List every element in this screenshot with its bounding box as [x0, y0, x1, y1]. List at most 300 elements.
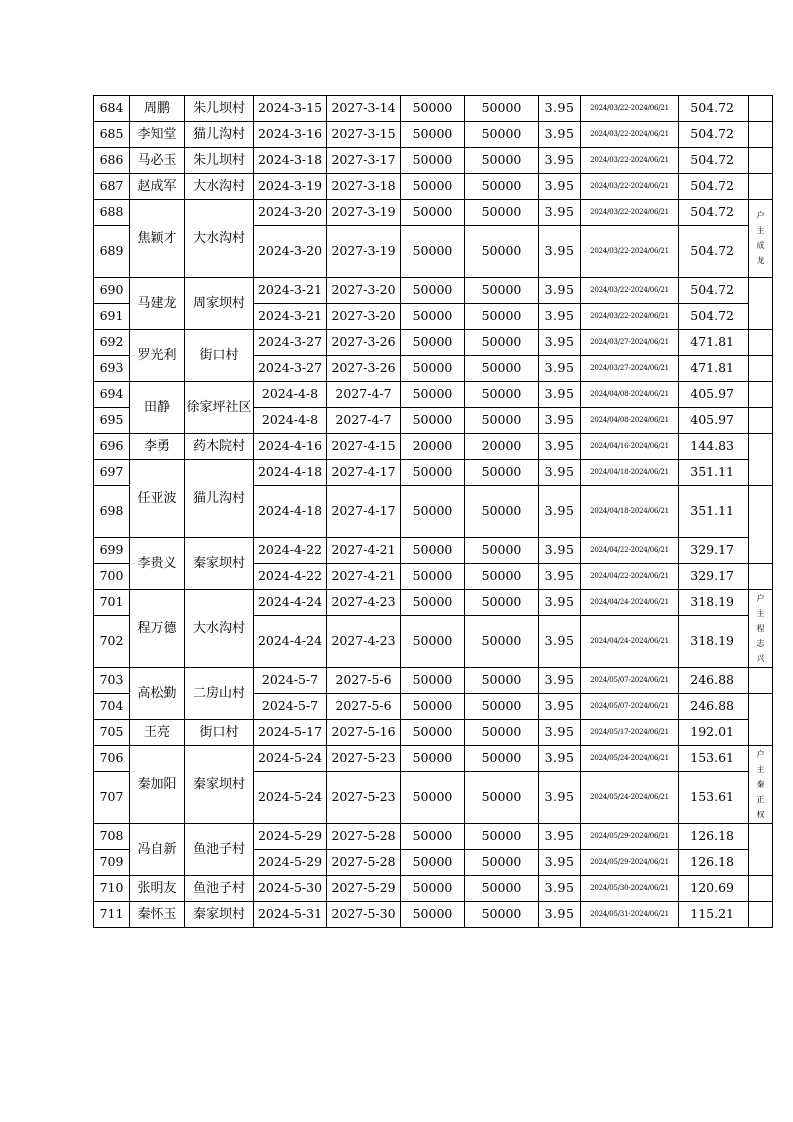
- loan-end-date: 2027-3-18: [327, 174, 401, 200]
- interest-period: 2024/04/24-2024/06/21: [581, 590, 679, 616]
- interest-period: 2024/03/22-2024/06/21: [581, 200, 679, 226]
- village-name: 猫儿沟村: [185, 122, 254, 148]
- loan-amount: 50000: [401, 226, 465, 278]
- interest-base-amount: 20000: [465, 434, 539, 460]
- remark-char: 龙: [756, 256, 765, 265]
- loan-end-date: 2027-3-20: [327, 278, 401, 304]
- interest-rate: 3.95: [539, 226, 581, 278]
- loan-start-date: 2024-5-31: [254, 902, 327, 928]
- loan-end-date: 2027-4-17: [327, 460, 401, 486]
- remark-cell: [749, 746, 773, 824]
- loan-start-date: 2024-5-29: [254, 850, 327, 876]
- loan-start-date: 2024-4-22: [254, 564, 327, 590]
- interest-base-amount: 50000: [465, 356, 539, 382]
- loan-interest-table: [93, 95, 773, 928]
- loan-end-date: 2027-3-26: [327, 330, 401, 356]
- table-row: [94, 122, 773, 148]
- loan-amount: 50000: [401, 174, 465, 200]
- interest-period: 2024/05/29-2024/06/21: [581, 850, 679, 876]
- borrower-name: 马建龙: [130, 278, 185, 330]
- row-number: 689: [94, 226, 130, 278]
- interest-value: 153.61: [679, 772, 749, 824]
- interest-base-amount: 50000: [465, 616, 539, 668]
- table-row: [94, 902, 773, 928]
- borrower-name: 罗光利: [130, 330, 185, 382]
- borrower-name: 程万德: [130, 590, 185, 668]
- interest-base-amount: 50000: [465, 408, 539, 434]
- interest-base-amount: 50000: [465, 278, 539, 304]
- remark-cell: [749, 148, 773, 174]
- interest-period: 2024/05/24-2024/06/21: [581, 772, 679, 824]
- interest-period: 2024/05/29-2024/06/21: [581, 824, 679, 850]
- loan-amount: 50000: [401, 356, 465, 382]
- interest-rate: 3.95: [539, 850, 581, 876]
- row-number: 691: [94, 304, 130, 330]
- table-row: [94, 746, 773, 772]
- row-number: 707: [94, 772, 130, 824]
- remark-cell: [749, 330, 773, 356]
- loan-amount: 50000: [401, 486, 465, 538]
- table-row: [94, 382, 773, 408]
- interest-rate: 3.95: [539, 876, 581, 902]
- interest-rate: 3.95: [539, 148, 581, 174]
- village-name: 秦家坝村: [185, 538, 254, 590]
- interest-period: 2024/05/30-2024/06/21: [581, 876, 679, 902]
- loan-start-date: 2024-4-8: [254, 382, 327, 408]
- row-number: 690: [94, 278, 130, 304]
- interest-period: 2024/04/08-2024/06/21: [581, 382, 679, 408]
- interest-value: 115.21: [679, 902, 749, 928]
- remark-char: 主: [756, 226, 765, 235]
- loan-end-date: 2027-4-17: [327, 486, 401, 538]
- interest-value: 318.19: [679, 590, 749, 616]
- loan-table-sheet: [93, 95, 773, 928]
- borrower-name: 秦怀玉: [130, 902, 185, 928]
- loan-amount: 20000: [401, 434, 465, 460]
- loan-end-date: 2027-4-7: [327, 382, 401, 408]
- row-number: 692: [94, 330, 130, 356]
- village-name: 猫儿沟村: [185, 460, 254, 538]
- interest-base-amount: 50000: [465, 902, 539, 928]
- remark-cell: [749, 434, 773, 486]
- interest-value: 504.72: [679, 304, 749, 330]
- interest-rate: 3.95: [539, 538, 581, 564]
- interest-value: 318.19: [679, 616, 749, 668]
- interest-period: 2024/05/31-2024/06/21: [581, 902, 679, 928]
- interest-value: 504.72: [679, 148, 749, 174]
- interest-value: 246.88: [679, 694, 749, 720]
- loan-start-date: 2024-5-17: [254, 720, 327, 746]
- loan-amount: 50000: [401, 96, 465, 122]
- interest-rate: 3.95: [539, 460, 581, 486]
- loan-start-date: 2024-3-27: [254, 330, 327, 356]
- interest-base-amount: 50000: [465, 772, 539, 824]
- loan-end-date: 2027-5-28: [327, 850, 401, 876]
- loan-end-date: 2027-4-23: [327, 616, 401, 668]
- interest-rate: 3.95: [539, 616, 581, 668]
- borrower-name: 李贵义: [130, 538, 185, 590]
- row-number: 686: [94, 148, 130, 174]
- loan-start-date: 2024-5-7: [254, 668, 327, 694]
- interest-period: 2024/04/08-2024/06/21: [581, 408, 679, 434]
- loan-amount: 50000: [401, 382, 465, 408]
- loan-amount: 50000: [401, 564, 465, 590]
- loan-start-date: 2024-3-27: [254, 356, 327, 382]
- interest-base-amount: 50000: [465, 330, 539, 356]
- borrower-name: 焦颖才: [130, 200, 185, 278]
- loan-amount: 50000: [401, 200, 465, 226]
- loan-amount: 50000: [401, 538, 465, 564]
- interest-value: 504.72: [679, 96, 749, 122]
- remark-char: 户: [756, 749, 765, 759]
- interest-value: 126.18: [679, 850, 749, 876]
- interest-period: 2024/05/07-2024/06/21: [581, 694, 679, 720]
- village-name: 鱼池子村: [185, 876, 254, 902]
- interest-value: 329.17: [679, 564, 749, 590]
- village-name: 周家坝村: [185, 278, 254, 330]
- interest-rate: 3.95: [539, 746, 581, 772]
- interest-period: 2024/03/27-2024/06/21: [581, 356, 679, 382]
- loan-start-date: 2024-4-24: [254, 590, 327, 616]
- remark-cell: [749, 408, 773, 434]
- interest-period: 2024/03/27-2024/06/21: [581, 330, 679, 356]
- loan-amount: 50000: [401, 148, 465, 174]
- loan-end-date: 2027-4-7: [327, 408, 401, 434]
- loan-end-date: 2027-5-6: [327, 694, 401, 720]
- interest-rate: 3.95: [539, 408, 581, 434]
- row-number: 684: [94, 96, 130, 122]
- interest-base-amount: 50000: [465, 720, 539, 746]
- interest-value: 351.11: [679, 486, 749, 538]
- table-row: [94, 200, 773, 226]
- loan-start-date: 2024-3-19: [254, 174, 327, 200]
- table-row: [94, 876, 773, 902]
- interest-value: 504.72: [679, 278, 749, 304]
- borrower-name: 马必玉: [130, 148, 185, 174]
- interest-period: 2024/03/22-2024/06/21: [581, 304, 679, 330]
- remark-cell: [749, 824, 773, 876]
- remark-char: 成: [756, 241, 765, 250]
- interest-period: 2024/03/22-2024/06/21: [581, 174, 679, 200]
- row-number: 705: [94, 720, 130, 746]
- loan-amount: 50000: [401, 122, 465, 148]
- interest-rate: 3.95: [539, 382, 581, 408]
- table-row: [94, 330, 773, 356]
- interest-rate: 3.95: [539, 122, 581, 148]
- loan-end-date: 2027-5-6: [327, 668, 401, 694]
- loan-amount: 50000: [401, 460, 465, 486]
- row-number: 688: [94, 200, 130, 226]
- village-name: 药木院村: [185, 434, 254, 460]
- interest-base-amount: 50000: [465, 226, 539, 278]
- interest-base-amount: 50000: [465, 668, 539, 694]
- row-number: 702: [94, 616, 130, 668]
- loan-amount: 50000: [401, 694, 465, 720]
- row-number: 709: [94, 850, 130, 876]
- interest-rate: 3.95: [539, 564, 581, 590]
- interest-value: 144.83: [679, 434, 749, 460]
- village-name: 秦家坝村: [185, 902, 254, 928]
- interest-base-amount: 50000: [465, 694, 539, 720]
- interest-period: 2024/05/24-2024/06/21: [581, 746, 679, 772]
- village-name: 二房山村: [185, 668, 254, 720]
- remark-char: 主: [756, 608, 765, 618]
- interest-value: 329.17: [679, 538, 749, 564]
- loan-end-date: 2027-5-29: [327, 876, 401, 902]
- interest-period: 2024/05/17-2024/06/21: [581, 720, 679, 746]
- interest-period: 2024/05/07-2024/06/21: [581, 668, 679, 694]
- row-number: 698: [94, 486, 130, 538]
- loan-end-date: 2027-3-14: [327, 96, 401, 122]
- interest-rate: 3.95: [539, 434, 581, 460]
- row-number: 706: [94, 746, 130, 772]
- row-number: 708: [94, 824, 130, 850]
- interest-value: 471.81: [679, 330, 749, 356]
- interest-rate: 3.95: [539, 668, 581, 694]
- loan-start-date: 2024-4-22: [254, 538, 327, 564]
- loan-amount: 50000: [401, 876, 465, 902]
- table-row: [94, 460, 773, 486]
- interest-period: 2024/03/22-2024/06/21: [581, 122, 679, 148]
- loan-amount: 50000: [401, 304, 465, 330]
- loan-start-date: 2024-3-18: [254, 148, 327, 174]
- interest-period: 2024/03/22-2024/06/21: [581, 148, 679, 174]
- interest-base-amount: 50000: [465, 746, 539, 772]
- interest-value: 504.72: [679, 200, 749, 226]
- loan-amount: 50000: [401, 850, 465, 876]
- row-number: 695: [94, 408, 130, 434]
- village-name: 徐家坪社区: [185, 382, 254, 434]
- remark-char: 秦: [756, 779, 765, 789]
- interest-base-amount: 50000: [465, 590, 539, 616]
- village-name: 鱼池子村: [185, 824, 254, 876]
- remark-char: 主: [756, 764, 765, 774]
- row-number: 703: [94, 668, 130, 694]
- interest-period: 2024/04/16-2024/06/21: [581, 434, 679, 460]
- table-row: [94, 434, 773, 460]
- remark-cell: [749, 356, 773, 382]
- table-row: [94, 720, 773, 746]
- loan-amount: 50000: [401, 746, 465, 772]
- interest-base-amount: 50000: [465, 460, 539, 486]
- loan-end-date: 2027-3-19: [327, 226, 401, 278]
- table-row: [94, 668, 773, 694]
- remark-cell: [749, 382, 773, 408]
- interest-base-amount: 50000: [465, 96, 539, 122]
- interest-period: 2024/03/22-2024/06/21: [581, 278, 679, 304]
- loan-start-date: 2024-5-29: [254, 824, 327, 850]
- loan-amount: 50000: [401, 330, 465, 356]
- village-name: 街口村: [185, 330, 254, 382]
- loan-start-date: 2024-3-20: [254, 226, 327, 278]
- remark-cell: [749, 694, 773, 746]
- loan-end-date: 2027-5-23: [327, 772, 401, 824]
- borrower-name: 冯自新: [130, 824, 185, 876]
- interest-base-amount: 50000: [465, 824, 539, 850]
- remark-char: 程: [756, 623, 765, 633]
- loan-amount: 50000: [401, 668, 465, 694]
- village-name: 朱儿坝村: [185, 148, 254, 174]
- interest-value: 351.11: [679, 460, 749, 486]
- loan-amount: 50000: [401, 616, 465, 668]
- interest-base-amount: 50000: [465, 304, 539, 330]
- row-number: 697: [94, 460, 130, 486]
- loan-end-date: 2027-3-17: [327, 148, 401, 174]
- borrower-name: 任亚波: [130, 460, 185, 538]
- interest-base-amount: 50000: [465, 850, 539, 876]
- table-row: [94, 824, 773, 850]
- table-row: [94, 278, 773, 304]
- interest-value: 153.61: [679, 746, 749, 772]
- loan-end-date: 2027-5-28: [327, 824, 401, 850]
- interest-value: 126.18: [679, 824, 749, 850]
- remark-cell: [749, 876, 773, 902]
- interest-rate: 3.95: [539, 278, 581, 304]
- loan-end-date: 2027-5-16: [327, 720, 401, 746]
- remark-char: 户: [756, 211, 765, 220]
- loan-start-date: 2024-4-16: [254, 434, 327, 460]
- interest-base-amount: 50000: [465, 148, 539, 174]
- interest-rate: 3.95: [539, 824, 581, 850]
- loan-amount: 50000: [401, 824, 465, 850]
- interest-value: 246.88: [679, 668, 749, 694]
- loan-start-date: 2024-5-30: [254, 876, 327, 902]
- borrower-name: 田静: [130, 382, 185, 434]
- loan-start-date: 2024-3-15: [254, 96, 327, 122]
- remark-char: 兴: [756, 653, 765, 663]
- interest-base-amount: 50000: [465, 876, 539, 902]
- interest-period: 2024/04/24-2024/06/21: [581, 616, 679, 668]
- loan-amount: 50000: [401, 902, 465, 928]
- interest-rate: 3.95: [539, 902, 581, 928]
- row-number: 685: [94, 122, 130, 148]
- loan-start-date: 2024-5-24: [254, 746, 327, 772]
- row-number: 687: [94, 174, 130, 200]
- interest-period: 2024/04/22-2024/06/21: [581, 538, 679, 564]
- borrower-name: 周鹏: [130, 96, 185, 122]
- loan-start-date: 2024-3-16: [254, 122, 327, 148]
- borrower-name: 张明友: [130, 876, 185, 902]
- interest-rate: 3.95: [539, 694, 581, 720]
- interest-value: 192.01: [679, 720, 749, 746]
- remark-cell: [749, 278, 773, 330]
- interest-value: 504.72: [679, 226, 749, 278]
- loan-end-date: 2027-4-23: [327, 590, 401, 616]
- remark-text: [749, 751, 772, 819]
- loan-end-date: 2027-3-15: [327, 122, 401, 148]
- remark-char: 权: [756, 809, 765, 819]
- interest-period: 2024/04/18-2024/06/21: [581, 460, 679, 486]
- loan-amount: 50000: [401, 720, 465, 746]
- interest-rate: 3.95: [539, 304, 581, 330]
- loan-amount: 50000: [401, 278, 465, 304]
- loan-start-date: 2024-3-21: [254, 278, 327, 304]
- village-name: 大水沟村: [185, 590, 254, 668]
- loan-start-date: 2024-5-7: [254, 694, 327, 720]
- interest-value: 471.81: [679, 356, 749, 382]
- interest-value: 504.72: [679, 122, 749, 148]
- loan-start-date: 2024-3-20: [254, 200, 327, 226]
- interest-rate: 3.95: [539, 356, 581, 382]
- row-number: 711: [94, 902, 130, 928]
- remark-text: [749, 595, 772, 663]
- borrower-name: 秦加阳: [130, 746, 185, 824]
- interest-base-amount: 50000: [465, 174, 539, 200]
- remark-cell: [749, 486, 773, 564]
- borrower-name: 王亮: [130, 720, 185, 746]
- borrower-name: 高松勤: [130, 668, 185, 720]
- row-number: 693: [94, 356, 130, 382]
- interest-base-amount: 50000: [465, 122, 539, 148]
- remark-cell: [749, 122, 773, 148]
- remark-cell: [749, 564, 773, 590]
- interest-value: 405.97: [679, 408, 749, 434]
- loan-end-date: 2027-5-30: [327, 902, 401, 928]
- remark-cell: [749, 902, 773, 928]
- interest-period: 2024/04/18-2024/06/21: [581, 486, 679, 538]
- row-number: 696: [94, 434, 130, 460]
- remark-cell: [749, 590, 773, 668]
- borrower-name: 李勇: [130, 434, 185, 460]
- interest-base-amount: 50000: [465, 486, 539, 538]
- village-name: 街口村: [185, 720, 254, 746]
- table-row: [94, 538, 773, 564]
- loan-end-date: 2027-4-21: [327, 538, 401, 564]
- remark-cell: [749, 96, 773, 122]
- loan-start-date: 2024-4-18: [254, 486, 327, 538]
- loan-start-date: 2024-4-8: [254, 408, 327, 434]
- interest-rate: 3.95: [539, 590, 581, 616]
- row-number: 694: [94, 382, 130, 408]
- interest-rate: 3.95: [539, 720, 581, 746]
- loan-start-date: 2024-4-18: [254, 460, 327, 486]
- interest-rate: 3.95: [539, 96, 581, 122]
- village-name: 秦家坝村: [185, 746, 254, 824]
- interest-base-amount: 50000: [465, 200, 539, 226]
- loan-amount: 50000: [401, 772, 465, 824]
- table-row: [94, 590, 773, 616]
- remark-cell: [749, 174, 773, 200]
- remark-char: 正: [756, 794, 765, 804]
- village-name: 大水沟村: [185, 174, 254, 200]
- interest-rate: 3.95: [539, 486, 581, 538]
- village-name: 朱儿坝村: [185, 96, 254, 122]
- interest-base-amount: 50000: [465, 382, 539, 408]
- loan-end-date: 2027-5-23: [327, 746, 401, 772]
- loan-start-date: 2024-5-24: [254, 772, 327, 824]
- interest-rate: 3.95: [539, 200, 581, 226]
- interest-period: 2024/04/22-2024/06/21: [581, 564, 679, 590]
- row-number: 701: [94, 590, 130, 616]
- interest-base-amount: 50000: [465, 538, 539, 564]
- interest-rate: 3.95: [539, 772, 581, 824]
- table-row: [94, 96, 773, 122]
- remark-char: 户: [756, 593, 765, 603]
- interest-value: 120.69: [679, 876, 749, 902]
- remark-text: [749, 212, 772, 265]
- borrower-name: 李知堂: [130, 122, 185, 148]
- loan-end-date: 2027-3-19: [327, 200, 401, 226]
- loan-amount: 50000: [401, 590, 465, 616]
- interest-value: 504.72: [679, 174, 749, 200]
- table-row: [94, 148, 773, 174]
- remark-cell: [749, 200, 773, 278]
- loan-end-date: 2027-3-26: [327, 356, 401, 382]
- loan-start-date: 2024-3-21: [254, 304, 327, 330]
- loan-end-date: 2027-3-20: [327, 304, 401, 330]
- interest-base-amount: 50000: [465, 564, 539, 590]
- row-number: 700: [94, 564, 130, 590]
